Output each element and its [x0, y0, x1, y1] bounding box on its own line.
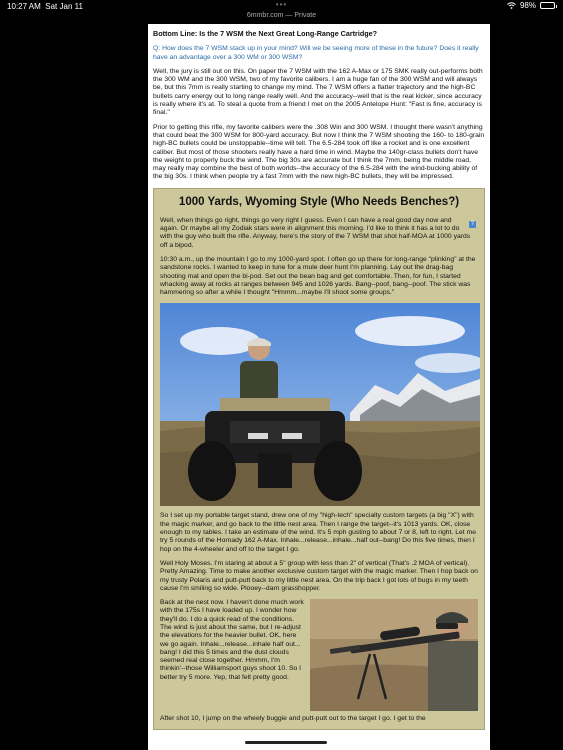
status-time: 10:27 AM Sat Jan 11 [7, 2, 83, 11]
article-heading: Bottom Line: Is the 7 WSM the Next Great Long-Range Cartridge? [153, 29, 378, 38]
url-text: 6mmbr.com — Private [246, 12, 317, 19]
story-title: 1000 Yards, Wyoming Style (Who Needs Benches?) [178, 195, 460, 208]
url-bar[interactable] [0, 12, 563, 24]
article-question: Q: How does the 7 WSM stack up in your mind? Will we be seeing more of these in the future? Does it really have an advantage over a 300 WM or 300 WSM? [153, 45, 479, 61]
article-content [148, 24, 490, 730]
story-box [153, 188, 485, 731]
article-paragraph: Prior to getting this rifle, my favorite calibers were the .308 Win and 300 WSM. I thought there wasn't anything that could beat the 300 WSM for 800-yard accuracy. But now I think the 7 WSM shooting the 160- to 180-grain high-BC bullets could be unstoppable--time will tell. The 6.5-284 took off like a rocket and is one excellent caliber. But most of those shooters really have a hard time in wind. Maybe the 140gr-class bullets don't have the weight to properly buck the wind. The big 30s are accurate but I think the 7mm, being the middle road, may really may combine the best of both worlds--the accuracy of the 6.5-284 with the wind-bucking ability of the big 30s. I think when people try a fast 7mm with the new high-BC bullets, they will be impressed. [153, 123, 485, 181]
shooter-photo [310, 599, 478, 711]
article-paragraph: Well, the jury is still out on this. On paper the 7 WSM with the 162 A-Max or 175 SMK really out-performs both the 300 WM and the 300 WSM, two of my favorite calibers. I am a huge fan of the 300 WSM and will always be, but this 7mm is really starting to change my mind. The 7 WSM offers a flatter trajectory and the high-BC bullets carry energy out to long range really well. And the accuracy--well that is the real kicker, since accuracy is really where it's at. To steal a quote from a friend I met on the 2005 Antelope Hunt: "Fast is fine, accuracy is final." [153, 67, 483, 117]
help-icon[interactable]: ? [470, 220, 475, 227]
story-paragraph: 10:30 a.m., up the mountain I go to my 1000-yard spot. I often go up there for long-range "plinking" at the sandstone rocks. I wanted to keep in tune for a mule deer hunt I'm planning. Lay out the drag-bag shooting mat and open the bi-pod. Set out the bean bag and get comfortable. Then, for fun, I started whacking away at rocks at ranges between 945 and 1026 yards. Bang--poof, bang--poof. The stick was hammering so after a while I thought "Hmmm...maybe I'll shoot some groups." [160, 255, 476, 297]
home-indicator[interactable] [245, 741, 327, 744]
story-paragraph: After shot 10, I jump on the wheely buggie and putt-putt out to the target I go. I get to the [160, 715, 426, 723]
story-paragraph: Well, when things go right, things go very right I guess. Even I can have a real good day now and again. Or maybe all my Zodiak stars were in alignment this morning. I'd like to think it has a lot to do with the guy who built the rifle. Anyway, here's the story of the 7 WSM that shot half-MOA at 1000 yards off a bipod. [160, 216, 471, 249]
more-options-icon[interactable]: ••• [275, 0, 288, 9]
atv-photo [160, 303, 480, 506]
story-paragraph: Well Holy Moses. I'm staring at about a 5" group with less than 2" of vertical (That's .2 MOA of vertical). Pretty Amazing. Time to make another exclusive custom target with the magic marker. Then I hop back on my trusty Polaris and putt-putt back to my little nest area. On the trip back I got lots of bugs in my teeth cause I'm smiling so wide. Plooey--darn grasshopper. [160, 559, 478, 592]
story-paragraph: Back at the nest now. I haven't done much work with the 175s I have loaded up. I wonder how they'll do. I do a quick read of the conditions. The wind is just about the same, but I re-adjust the elevations for the heavier bullet. OK, here we go again. Inhale...release...inhale half out... bang! I did this 5 times and the dust clouds seemed real close together. Hmmm, I'm thinkin'--those Williamsport guys shoot 10. So I better try 5 more. Yep, that felt pretty good. [160, 599, 304, 681]
story-float-section [160, 599, 478, 715]
story-paragraph: So I set up my portable target stand, drew one of my "high-tech" specialty custom targets (a big "X") with the magic marker, and go back to the little nest area. Then I range the target--it's 1013 yards. OK, close enough to my tables. I take an estimate of the wind. It's 5 mph gusting to about 7 or 8, left to right. Let me try 5 rounds of the Hornady 162 A-Max. Inhale...release...inhale...half out--bang! Do this five times, then I hop on the 4-wheeler and off to the target I go. [160, 512, 477, 553]
battery-percent: 98% [519, 1, 536, 10]
web-page [148, 24, 490, 750]
